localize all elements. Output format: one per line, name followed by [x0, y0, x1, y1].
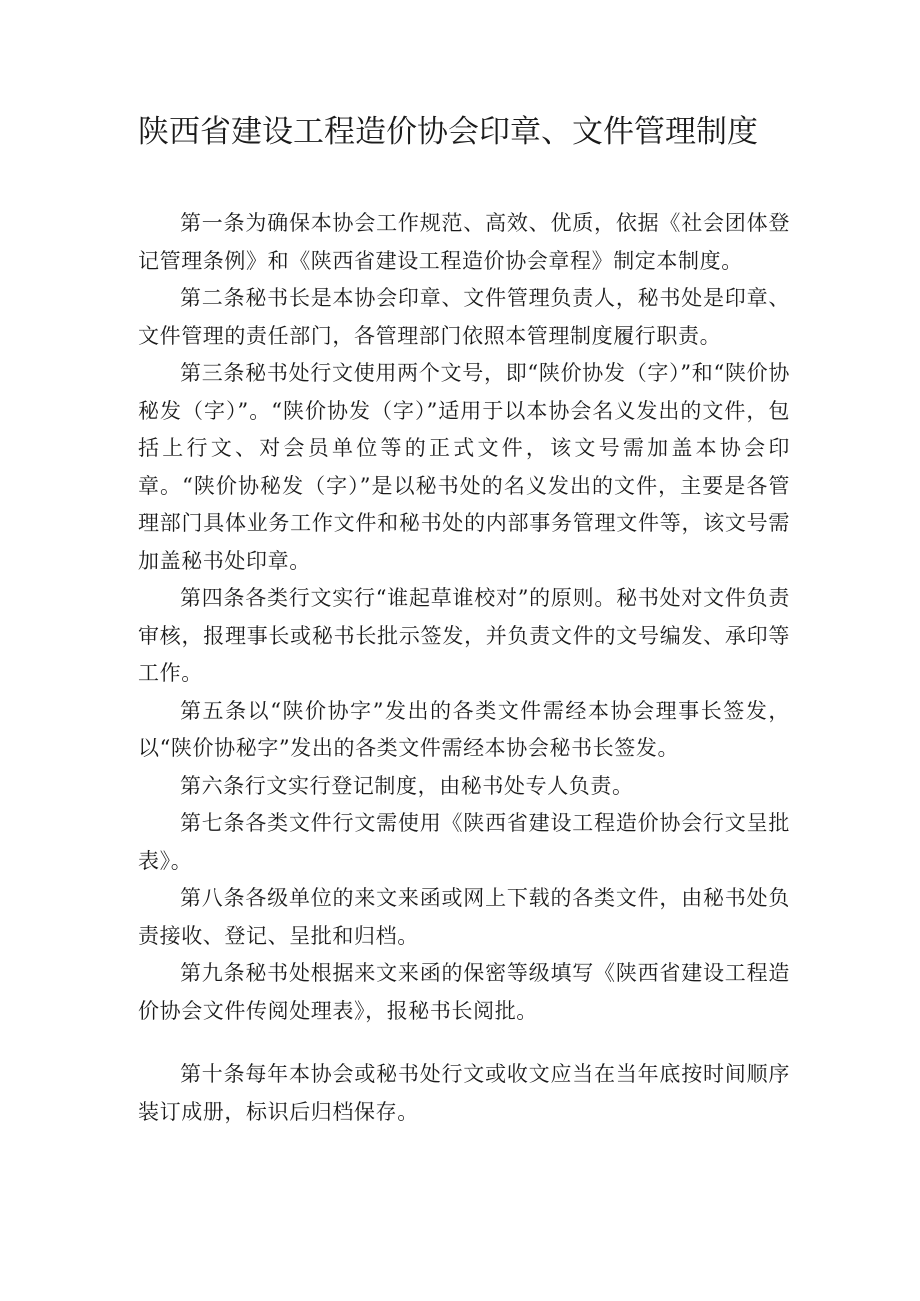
- article-9: 第九条秘书处根据来文来函的保密等级填写《陕西省建设工程造价协会文件传阅处理表》，报秘书长阅批。: [138, 961, 790, 1023]
- article-6: 第六条行文实行登记制度，由秘书处专人负责。: [180, 773, 634, 798]
- article-5: 第五条以“陕价协字”发出的各类文件需经本协会理事长签发，以“陕价协秘字”发出的各类文件需经本协会秘书长签发。: [138, 698, 790, 760]
- article-3: 第三条秘书处行文使用两个文号，即“陕价协发（字）”和“陕价协秘发（字）”。“陕价协发（字）”适用于以本协会名义发出的文件，包括上行文、对会员单位等的正式文件，该文号需加盖本协会印章。“陕价协秘发（字）”是以秘书处的名义发出的文件，主要是各管理部门具体业务工作文件和秘书处的内部事务管理文件等，该文号需加盖秘书处印章。: [138, 361, 790, 573]
- article-10: 第十条每年本协会或秘书处行文或收文应当在当年底按时间顺序装订成册，标识后归档保存。: [138, 1062, 790, 1124]
- article-2: 第二条秘书长是本协会印章、文件管理负责人，秘书处是印章、文件管理的责任部门，各管理部门依照本管理制度履行职责。: [138, 286, 790, 348]
- article-1: 第一条为确保本协会工作规范、高效、优质，依据《社会团体登记管理条例》和《陕西省建设工程造价协会章程》制定本制度。: [138, 211, 790, 273]
- article-4: 第四条各类行文实行“谁起草谁校对”的原则。秘书处对文件负责审核，报理事长或秘书长批示签发，并负责文件的文号编发、承印等工作。: [138, 586, 790, 685]
- document-body: [138, 205, 790, 1131]
- document-title: 陕西省建设工程造价协会印章、文件管理制度: [138, 114, 758, 150]
- article-7: 第七条各类文件行文需使用《陕西省建设工程造价协会行文呈批表》。: [138, 811, 790, 873]
- article-8: 第八条各级单位的来文来函或网上下载的各类文件，由秘书处负责接收、登记、呈批和归档。: [138, 886, 790, 948]
